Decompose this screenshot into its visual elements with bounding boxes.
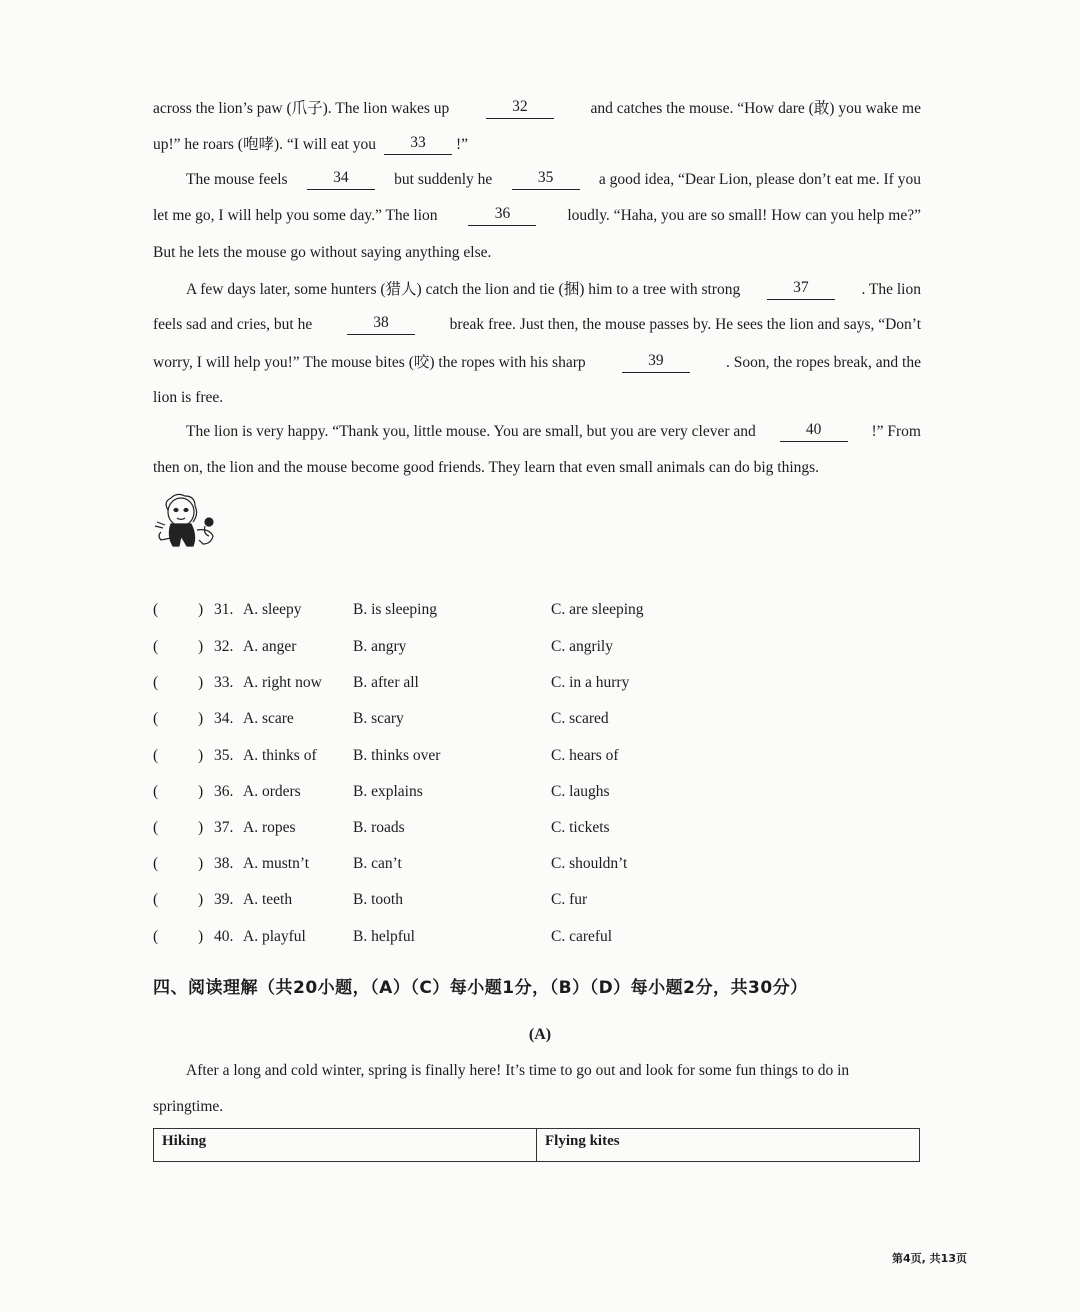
blank-37: 37 [767, 280, 835, 300]
option-c: C. careful [551, 928, 613, 945]
question-item: ( ) 33. A. right now B. after all C. in a hurry [153, 672, 753, 694]
option-c: C. shouldn’t [551, 855, 628, 872]
passage-text: loudly. “Haha, you are so small! How can you help me?” [567, 207, 921, 224]
question-item: ( ) 37. A. ropes B. roads C. tickets [153, 817, 753, 839]
table-header-hiking: Hiking [162, 1133, 207, 1149]
option-b: B. roads [353, 819, 405, 836]
question-number: 36. [214, 783, 234, 800]
question-number: 38. [214, 855, 234, 872]
option-b: B. thinks over [353, 747, 441, 764]
passage-text: The mouse feels [186, 171, 288, 188]
passage-text: The lion is very happy. “Thank you, little mouse. You are small, but you are very clever and [186, 423, 756, 440]
question-item: ( ) 39. A. teeth B. tooth C. fur [153, 889, 753, 911]
question-item: ( ) 38. A. mustn’t B. can’t C. shouldn’t [153, 853, 753, 875]
option-a: A. ropes [243, 819, 296, 836]
question-number: 35. [214, 747, 234, 764]
option-b: B. explains [353, 783, 423, 800]
passage-text: let me go, I will help you some day.” The lion [153, 207, 438, 224]
question-number: 37. [214, 819, 234, 836]
option-c: C. laughs [551, 783, 610, 800]
question-number: 39. [214, 891, 234, 908]
passage-text: across the lion’s paw (爪子). The lion wakes up [153, 100, 450, 117]
passage-text: feels sad and cries, but he [153, 316, 313, 333]
blank-33: 33 [384, 135, 452, 155]
passage-text: then on, the lion and the mouse become good friends. They learn that even small animals can do big things. [153, 459, 820, 476]
passage-text: But he lets the mouse go without saying anything else. [153, 244, 492, 261]
blank-35: 35 [512, 170, 580, 190]
passage-line [153, 315, 921, 335]
passage-text: but suddenly he [394, 171, 493, 188]
option-c: C. are sleeping [551, 601, 644, 618]
option-b: B. can’t [353, 855, 402, 872]
passage-text: !” From [871, 423, 921, 440]
passage-line [153, 170, 921, 190]
option-c: C. in a hurry [551, 674, 630, 691]
option-a: A. mustn’t [243, 855, 310, 872]
blank-34: 34 [307, 170, 375, 190]
passage-subtitle: (A) [528, 1026, 552, 1043]
question-number: 31. [214, 601, 234, 618]
lion-mouse-illustration [153, 492, 223, 558]
intro-text: springtime. [153, 1098, 224, 1115]
passage-text: lion is free. [153, 389, 224, 406]
blank-36: 36 [468, 206, 536, 226]
option-a: A. orders [243, 783, 301, 800]
table-header-flying-kites: Flying kites [536, 1129, 919, 1161]
passage-text: up!” he roars (咆哮). “I will eat you [153, 136, 376, 153]
option-a: A. anger [243, 638, 297, 655]
option-c: C. scared [551, 710, 609, 727]
question-item: ( ) 35. A. thinks of B. thinks over C. hears of [153, 745, 753, 767]
option-c: C. hears of [551, 747, 619, 764]
option-b: B. is sleeping [353, 601, 437, 618]
option-b: B. after all [353, 674, 419, 691]
activity-table [153, 1128, 920, 1162]
passage-text: !” [455, 136, 468, 153]
option-c: C. fur [551, 891, 588, 908]
question-number: 33. [214, 674, 234, 691]
blank-39: 39 [622, 353, 690, 373]
passage-line [153, 353, 921, 373]
passage-line [153, 422, 921, 442]
option-a: A. right now [243, 674, 322, 691]
passage-text: break free. Just then, the mouse passes by. He sees the lion and says, “Don’t [449, 316, 921, 333]
option-a: A. playful [243, 928, 306, 945]
passage-text: worry, I will help you!” The mouse bites (咬) the ropes with his sharp [153, 354, 586, 371]
question-number: 34. [214, 710, 234, 727]
question-item: ( ) 40. A. playful B. helpful C. careful [153, 926, 753, 948]
passage-line [153, 458, 921, 478]
question-number: 32. [214, 638, 234, 655]
passage-line [153, 388, 921, 408]
option-a: A. scare [243, 710, 294, 727]
option-c: C. tickets [551, 819, 610, 836]
option-b: B. tooth [353, 891, 403, 908]
passage-text: . The lion [861, 281, 921, 298]
passage-line [153, 280, 921, 300]
option-b: B. angry [353, 638, 407, 655]
option-a: A. teeth [243, 891, 293, 908]
passage-text: and catches the mouse. “How dare (敢) you wake me [590, 100, 921, 117]
passage-line [153, 206, 921, 226]
option-c: C. angrily [551, 638, 613, 655]
section-title: 四、阅读理解（共20小题，（A）（C）每小题1分，（B）（D）每小题2分，共30分） [153, 978, 808, 998]
option-b: B. helpful [353, 928, 415, 945]
passage-line [153, 99, 921, 119]
blank-38: 38 [347, 315, 415, 335]
intro-line [153, 1061, 921, 1081]
passage-line [153, 135, 921, 155]
option-a: A. thinks of [243, 747, 317, 764]
question-item: ( ) 32. A. anger B. angry C. angrily [153, 636, 753, 658]
question-number: 40. [214, 928, 234, 945]
passage-text: A few days later, some hunters (猎人) catch the lion and tie (捆) him to a tree with strong [186, 281, 741, 298]
question-item: ( ) 34. A. scare B. scary C. scared [153, 708, 753, 730]
blank-40: 40 [780, 422, 848, 442]
question-item: ( ) 36. A. orders B. explains C. laughs [153, 781, 753, 803]
passage-text: a good idea, “Dear Lion, please don’t eat me. If you [598, 171, 921, 188]
passage-line [153, 243, 921, 263]
page-number: 第4页, 共13页 [892, 1252, 967, 1265]
option-a: A. sleepy [243, 601, 302, 618]
blank-32: 32 [486, 99, 554, 119]
passage-text: . Soon, the ropes break, and the [726, 354, 921, 371]
option-b: B. scary [353, 710, 404, 727]
intro-line [153, 1097, 921, 1117]
intro-text: After a long and cold winter, spring is finally here! It’s time to go out and look for some fun things to do in [186, 1062, 850, 1079]
question-item: ( ) 31. A. sleepy B. is sleeping C. are sleeping [153, 599, 753, 621]
